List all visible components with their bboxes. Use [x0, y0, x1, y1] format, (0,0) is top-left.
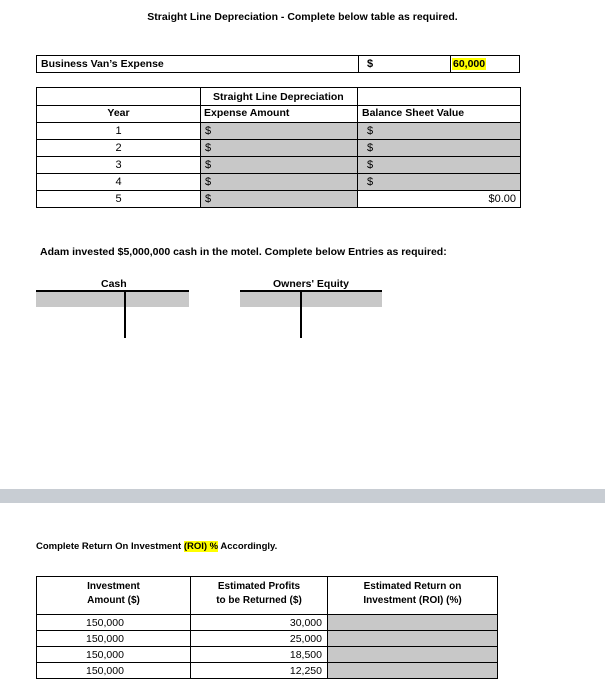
roi-title-before: Complete Return On Investment: [36, 541, 184, 552]
roi-investment-cell: 150,000: [86, 617, 124, 629]
roi-header-investment-1: Investment: [87, 581, 140, 592]
header-year: Year: [107, 107, 130, 119]
year-cell: 3: [115, 159, 122, 171]
section-divider: [0, 489, 605, 503]
equity-t-bar[interactable]: [240, 292, 382, 307]
roi-header-profits: [191, 580, 327, 608]
expense-box: [36, 55, 520, 73]
dep-input-cell[interactable]: [201, 157, 357, 173]
balance-dollar: $: [367, 159, 374, 171]
roi-profit-cell: 25,000: [289, 633, 322, 645]
cash-t-stem: [124, 292, 126, 338]
cash-t-bar[interactable]: [36, 292, 189, 307]
dep-input-cell[interactable]: [201, 191, 357, 207]
expense-divider-2: [450, 56, 451, 72]
cash-label: Cash: [101, 278, 127, 290]
entries-title: Adam invested $5,000,000 cash in the motel. Complete below Entries as required:: [40, 246, 447, 258]
year-cell: 4: [115, 176, 122, 188]
roi-header-investment-2: Amount ($): [87, 595, 140, 606]
balance-input-cell[interactable]: [358, 174, 520, 190]
balance-dollar: $: [367, 125, 374, 137]
expense-divider: [358, 56, 359, 72]
roi-profit-cell: 12,250: [289, 665, 322, 677]
header-mid-line: [37, 105, 520, 106]
depreciation-table: [36, 87, 521, 208]
balance-input-cell[interactable]: [358, 157, 520, 173]
expense-currency: $: [367, 58, 374, 70]
depreciation-title: Straight Line Depreciation - Complete below table as required.: [147, 11, 458, 23]
roi-header-profits-2: to be Returned ($): [216, 595, 302, 606]
roi-investment-cell: 150,000: [86, 633, 124, 645]
year-cell: 2: [115, 142, 122, 154]
equity-t-stem: [300, 292, 302, 338]
roi-table: [36, 576, 498, 679]
roi-header-roi: [328, 580, 497, 608]
header-sld-line2: Expense Amount: [204, 107, 290, 119]
roi-title: [36, 541, 277, 552]
roi-title-highlight: (ROI) %: [183, 541, 219, 552]
balance-dollar: $: [367, 142, 374, 154]
roi-input-cell[interactable]: [328, 615, 497, 630]
expense-value: 60,000: [453, 58, 486, 70]
roi-investment-cell: 150,000: [86, 665, 124, 677]
header-sld-line1: Straight Line Depreciation: [213, 91, 344, 103]
dep-dollar: $: [205, 193, 212, 205]
balance-input-cell[interactable]: [358, 140, 520, 156]
year-cell: 5: [115, 193, 122, 205]
final-balance-value: $0.00: [488, 193, 516, 205]
roi-input-cell[interactable]: [328, 663, 497, 678]
dep-dollar: $: [205, 176, 212, 188]
roi-input-cell[interactable]: [328, 647, 497, 662]
roi-profit-cell: 30,000: [289, 617, 322, 629]
roi-header-roi-2: Investment (ROI) (%): [363, 595, 462, 606]
balance-dollar: $: [367, 176, 374, 188]
roi-header-roi-1: Estimated Return on: [363, 581, 462, 592]
roi-header-investment: [37, 580, 190, 608]
dep-dollar: $: [205, 142, 212, 154]
roi-header-profits-1: Estimated Profits: [217, 581, 301, 592]
roi-title-after: Accordingly.: [218, 541, 278, 552]
expense-label: Business Van’s Expense: [41, 58, 164, 70]
equity-label: Owners' Equity: [273, 278, 350, 290]
roi-investment-cell: 150,000: [86, 649, 124, 661]
roi-input-cell[interactable]: [328, 631, 497, 646]
balance-input-cell[interactable]: [358, 123, 520, 139]
dep-input-cell[interactable]: [201, 123, 357, 139]
dep-dollar: $: [205, 159, 212, 171]
header-balance: Balance Sheet Value: [362, 107, 465, 119]
dep-input-cell[interactable]: [201, 174, 357, 190]
dep-dollar: $: [205, 125, 212, 137]
year-cell: 1: [115, 125, 122, 137]
dep-input-cell[interactable]: [201, 140, 357, 156]
roi-profit-cell: 18,500: [289, 649, 322, 661]
